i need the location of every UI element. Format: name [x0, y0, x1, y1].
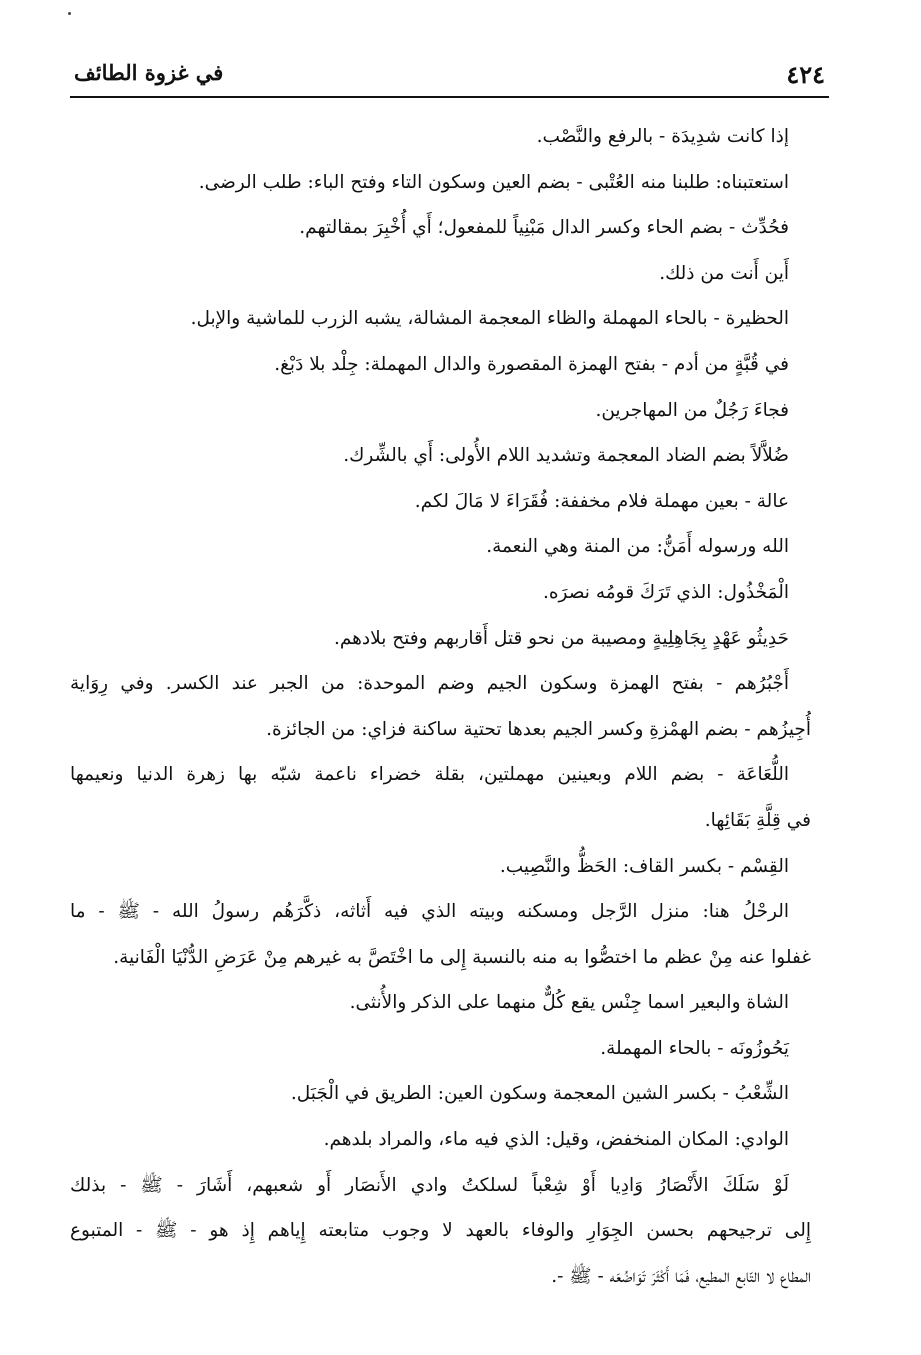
glossary-entry — [70, 205, 811, 251]
entry-line: إذا كانت شدِيدَة - بالرفع والنَّصْب. — [536, 126, 789, 147]
glossary-entry — [70, 160, 811, 206]
glossary-entry — [70, 524, 811, 570]
glossary-entry — [70, 661, 811, 752]
entry-line: فحُدِّث - بضم الحاء وكسر الدال مَبْنِياً للمفعول؛ أَي أُخْبِرَ بمقالتهم. — [299, 217, 789, 239]
glossary-entry — [70, 844, 811, 890]
glossary-entry — [70, 980, 811, 1026]
header-rule — [70, 96, 829, 98]
entry-line: في قُبَّةٍ من أدم - بفتح الهمزة المقصورة والدال المهملة: جِلْد بلا دَبْغ. — [274, 353, 789, 375]
entry-line: أُجِيزُهم - بضم الهمْزةِ وكسر الجيم بعدها تحتية ساكنة فزاي: من الجائزة. — [266, 718, 811, 740]
entry-line: الشِّعْبُ - بكسر الشين المعجمة وسكون العين: الطريق في الْجَبَل. — [290, 1083, 789, 1105]
entry-line: غفلوا عنه مِنْ عظم ما اختصُّوا به منه بالنسبة إِلى ما اخْتَصَّ به غيرهم مِنْ عَرَضِ الدُّنْيَا الْفَانية. — [113, 946, 811, 968]
entry-line: المطاع لا التّابع المطيع، فَمَا أَكْثَرَ تَوَاضُعَه - ﷺ -. — [551, 1265, 811, 1287]
entry-line: الشاة والبعير اسما جِنْس يقع كُلٌّ منهما على الذكر والأُنثى. — [349, 992, 789, 1014]
entry-line: فجاءَ رَجُلٌ من المهاجرين. — [595, 399, 789, 421]
glossary-entry — [70, 889, 811, 980]
glossary-entry — [70, 251, 811, 297]
entry-line: يَحُوزُونَه - بالحاء المهملة. — [600, 1037, 789, 1059]
scan-speck — [68, 12, 71, 15]
running-title: في غزوة الطائف — [74, 60, 224, 85]
glossary-entry — [70, 388, 811, 434]
entry-line: الحظيرة - بالحاء المهملة والظاء المعجمة المشالة، يشبه الزرب للماشية والإبل. — [190, 308, 789, 330]
entry-line: أَجْبُرُهم - بفتح الهمزة وسكون الجيم وضم الموحدة: من الجبر عند الكسر. وفي رِوَاية — [70, 673, 789, 695]
glossary-entry — [70, 342, 811, 388]
glossary-entry — [70, 296, 811, 342]
glossary-entry — [70, 1117, 811, 1163]
glossary-entry — [70, 114, 811, 160]
glossary-entry — [70, 433, 811, 479]
glossary-body — [70, 114, 811, 1299]
glossary-entry — [70, 1071, 811, 1117]
entry-line: القِسْم - بكسر القاف: الحَظُّ والنَّصِيب. — [499, 855, 789, 877]
glossary-entry — [70, 1026, 811, 1072]
entry-line: ضُلاَّلاً بضم الضاد المعجمة وتشديد اللام الأُولى: أَي بالشِّرك. — [343, 445, 789, 467]
glossary-entry — [70, 1163, 811, 1300]
glossary-entry — [70, 570, 811, 616]
page-number: ٤٢٤ — [786, 60, 825, 89]
glossary-entry — [70, 616, 811, 662]
entry-line: استعتبناه: طلبنا منه العُتْبى - بضم العين وسكون التاء وفتح الباء: طلب الرضى. — [198, 171, 789, 193]
page-header — [70, 58, 829, 94]
glossary-entry — [70, 479, 811, 525]
entry-line: الرحْلُ هنا: منزل الرَّجل ومسكنه وبيته الذي فيه أَثاثه، ذكَّرَهُم رسولُ الله - ﷺ - ما — [70, 901, 789, 923]
entry-line: الْمَخْذُول: الذي تَرَكَ قومُه نصرَه. — [542, 581, 789, 603]
entry-line: إِلى ترجيحهم بحسن الجِوَارِ والوفاء بالعهد لا وجوب متابعته إِياهم إِذ هو - ﷺ - المتبوع — [70, 1220, 811, 1242]
entry-line: لَوْ سَلَكَ الأَنْصَارُ وَادِيا أَوْ شِعْباً لسلكتُ وادي الأَنصَار أَو شعبهم، أَشَارَ - ﷺ - بذلك — [70, 1174, 789, 1196]
entry-line: عالة - بعين مهملة فلام مخففة: فُقَرَاءَ لا مَالَ لكم. — [414, 490, 789, 512]
entry-line: في قِلَّةِ بَقَائِها. — [704, 809, 811, 831]
entry-line: أَين أَنت من ذلك. — [659, 262, 789, 284]
glossary-entry — [70, 752, 811, 843]
entry-line: حَدِيثُو عَهْدٍ بِجَاهِلِيةٍ ومصيبة من نحو قتل أَقاربهم وفتح بلادهم. — [333, 627, 789, 649]
entry-line: اللُّعَاعَة - بضم اللام وبعينين مهملتين، بقلة خضراء ناعمة شبّه بها زهرة الدنيا ونعيمها — [70, 764, 789, 786]
entry-line: الوادي: المكان المنخفض، وقيل: الذي فيه ماء، والمراد بلدهم. — [323, 1129, 789, 1151]
entry-line: الله ورسوله أَمَنُّ: من المنة وهي النعمة. — [486, 536, 789, 558]
